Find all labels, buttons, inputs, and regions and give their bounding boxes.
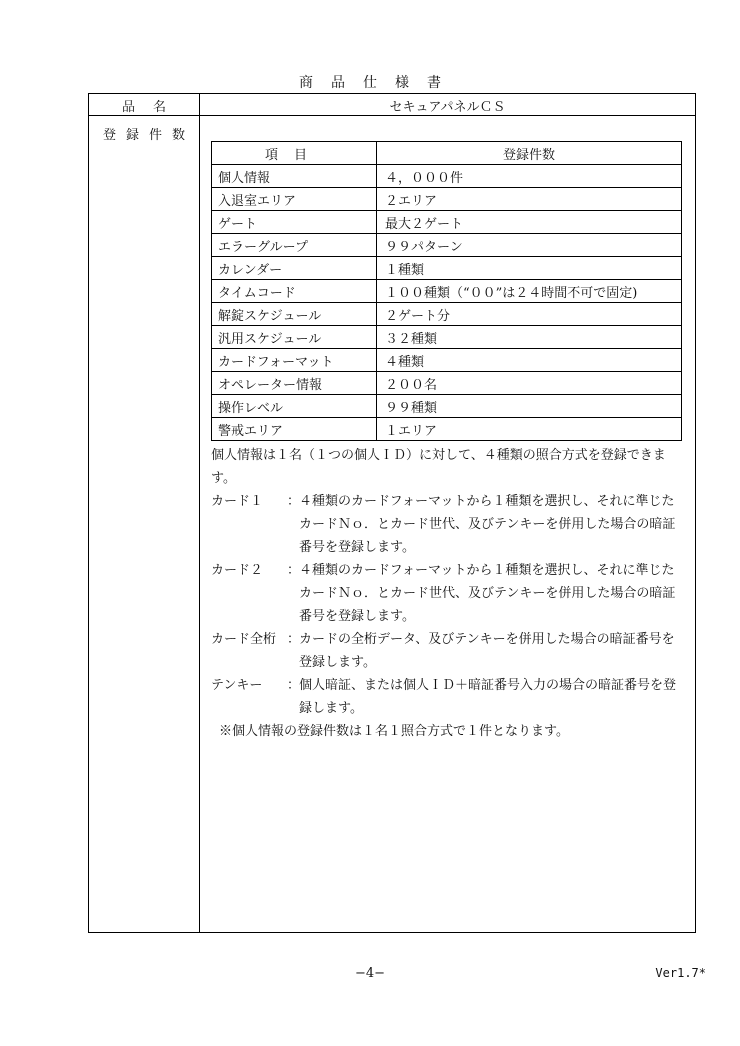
row-count: ２エリア [377, 188, 682, 211]
card1-description: ４種類のカードフォーマットから１種類を選択し、それに準じたカードＮｏ．とカード世代、及びテンキーを併用した場合の暗証番号を登録します。 [299, 494, 676, 555]
tenkey-entry [211, 674, 686, 720]
row-item: 警戒エリア [212, 418, 377, 441]
card1-label: カード１ [211, 494, 264, 509]
row-count: ２００名 [377, 372, 682, 395]
row-item: 個人情報 [212, 165, 377, 188]
card2-label: カード２ [211, 563, 264, 578]
version-label: Ver1.7* [655, 966, 706, 980]
table-row [212, 349, 682, 372]
row-item: カレンダー [212, 257, 377, 280]
row-count: 最大２ゲート [377, 211, 682, 234]
card2-description: ４種類のカードフォーマットから１種類を選択し、それに準じたカードＮｏ．とカード世代、及びテンキーを併用した場合の暗証番号を登録します。 [299, 563, 676, 624]
colon: ： [287, 632, 301, 647]
registration-table [211, 141, 682, 441]
row-item: オペレーター情報 [212, 372, 377, 395]
row-item: ゲート [212, 211, 377, 234]
registration-count-label: 登録件数 [102, 128, 195, 143]
table-row [212, 303, 682, 326]
card-all-digits-entry [211, 628, 686, 674]
row-item: タイムコード [212, 280, 377, 303]
colon: ： [287, 494, 301, 509]
colon: ： [287, 678, 301, 693]
table-row [212, 372, 682, 395]
table-row [212, 234, 682, 257]
column-header-item: 項目 [212, 142, 377, 165]
table-row [212, 257, 682, 280]
intro-paragraph: 個人情報は１名（１つの個人ＩＤ）に対して、４種類の照合方式を登録できます。 [211, 448, 666, 486]
table-row [212, 165, 682, 188]
card-all-digits-label: カード全桁 [211, 632, 277, 647]
row-item: カードフォーマット [212, 349, 377, 372]
tenkey-label: テンキー [211, 678, 263, 693]
row-count: １種類 [377, 257, 682, 280]
row-count: １エリア [377, 418, 682, 441]
table-header-row [212, 142, 682, 165]
product-name-label: 品名 [121, 100, 184, 115]
card1-entry [211, 490, 686, 559]
row-divider [89, 115, 695, 116]
product-name-value: セキュアパネルＣＳ [389, 100, 506, 115]
row-count: ３２種類 [377, 326, 682, 349]
row-count: ９９パターン [377, 234, 682, 257]
table-row [212, 211, 682, 234]
tenkey-description: 個人暗証、または個人ＩＤ＋暗証番号入力の場合の暗証番号を登録します。 [299, 678, 677, 716]
page-number: −4− [354, 966, 386, 981]
table-row [212, 280, 682, 303]
footnote: ※個人情報の登録件数は１名１照合方式で１件となります。 [219, 724, 569, 739]
row-item: 汎用スケジュール [212, 326, 377, 349]
colon: ： [287, 563, 301, 578]
row-item: 解錠スケジュール [212, 303, 377, 326]
row-count: ４種類 [377, 349, 682, 372]
row-item: エラーグループ [212, 234, 377, 257]
row-count: ２ゲート分 [377, 303, 682, 326]
page-title: 商品仕様書 [299, 75, 459, 91]
row-count: １００種類（“００”は２４時間不可で固定) [377, 280, 682, 303]
row-item: 入退室エリア [212, 188, 377, 211]
column-header-count: 登録件数 [377, 142, 682, 165]
table-row [212, 188, 682, 211]
row-item: 操作レベル [212, 395, 377, 418]
table-row [212, 326, 682, 349]
column-divider [199, 94, 200, 932]
table-row [212, 395, 682, 418]
card-all-digits-description: カードの全桁データ、及びテンキーを併用した場合の暗証番号を登録します。 [299, 632, 675, 670]
table-row [212, 418, 682, 441]
row-count: ９９種類 [377, 395, 682, 418]
card2-entry [211, 559, 686, 628]
row-count: ４，０００件 [377, 165, 682, 188]
notes-section [211, 444, 686, 743]
